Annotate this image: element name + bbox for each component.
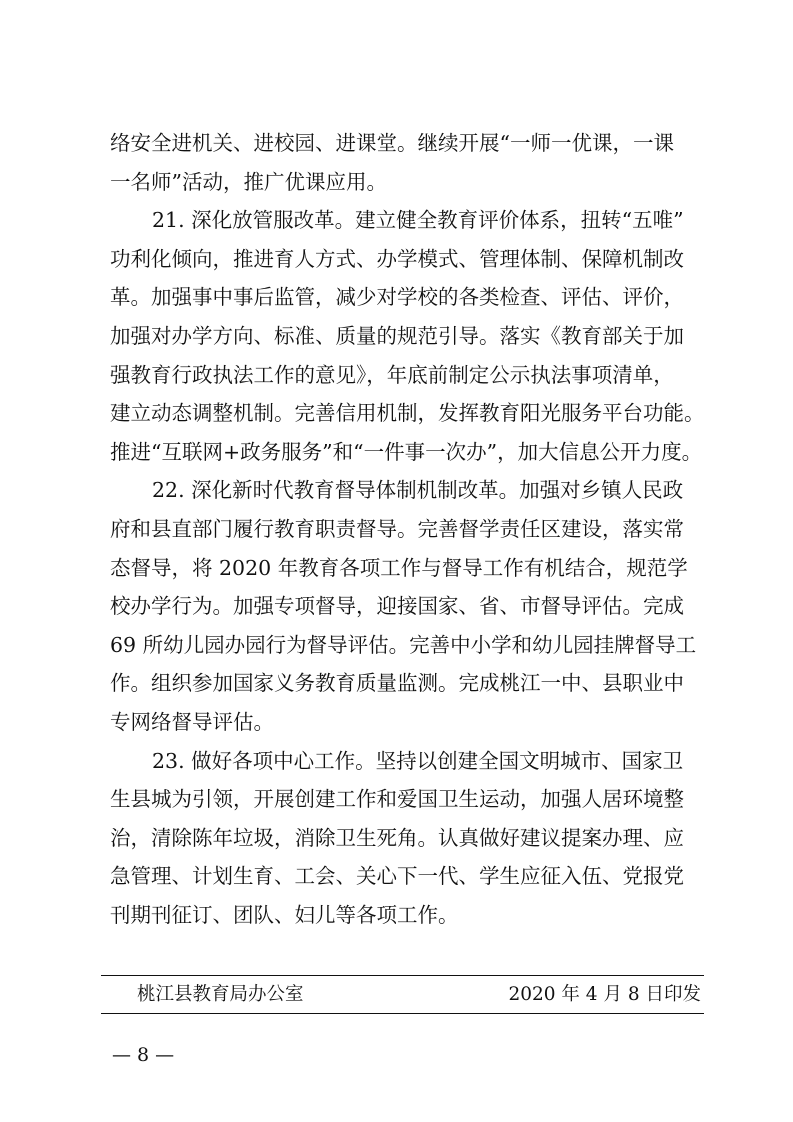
body-text <box>110 124 706 934</box>
text-line: 络安全进机关、进校园、进课堂。继续开展“一师一优课，一课 <box>110 131 674 155</box>
text-line: 强教育行政执法工作的意见》，年底前制定公示执法事项清单， <box>110 362 674 387</box>
text-line: 22. 深化新时代教育督导体制机制改革。加强对乡镇人民政 <box>152 478 684 503</box>
paragraph-item-22 <box>110 471 706 741</box>
text-line: 治，清除陈年垃圾，消除卫生死角。认真做好建议提案办理、应 <box>110 825 684 850</box>
text-line: 加强对办学方向、标准、质量的规范引导。落实《教育部关于加 <box>110 323 684 348</box>
issue-date: 2020 年 4 月 8 日印发 <box>508 984 701 1005</box>
text-line: 急管理、计划生育、工会、关心下一代、学生应征入伍、党报党 <box>110 864 684 889</box>
paragraph-item-23 <box>110 742 706 935</box>
paragraph-continued <box>110 124 706 201</box>
text-line: 革。加强事中事后监管，减少对学校的各类检查、评估、评价， <box>110 285 684 310</box>
text-line: 建立动态调整机制。完善信用机制，发挥教育阳光服务平台功能。 <box>110 401 705 426</box>
text-line: 府和县直部门履行教育职责督导。完善督学责任区建设，落实常 <box>110 516 684 541</box>
text-line: 刊期刊征订、团队、妇儿等各项工作。 <box>110 902 459 927</box>
text-line: 23. 做好各项中心工作。坚持以创建全国文明城市、国家卫 <box>152 748 684 773</box>
page-number: — 8 — <box>112 1044 175 1066</box>
text-line: 生县城为引领，开展创建工作和爱国卫生运动，加强人居环境整 <box>110 787 684 812</box>
text-line: 作。组织参加国家义务教育质量监测。完成桃江一中、县职业中 <box>110 671 684 696</box>
footer-divider-top <box>101 975 704 976</box>
text-line: 推进“互联网+政务服务”和“一件事一次办”，加大信息公开力度。 <box>110 439 703 464</box>
text-line: 一名师”活动，推广优课应用。 <box>110 169 387 194</box>
text-line: 21. 深化放管服改革。建立健全教育评价体系，扭转“五唯” <box>152 208 684 233</box>
text-line: 69 所幼儿园办园行为督导评估。完善中小学和幼儿园挂牌督导工 <box>110 632 697 657</box>
text-line: 校办学行为。加强专项督导，迎接国家、省、市督导评估。完成 <box>110 594 684 619</box>
paragraph-item-21 <box>110 201 706 471</box>
footer-divider-bottom <box>101 1013 704 1014</box>
issuing-office: 桃江县教育局办公室 <box>137 984 304 1005</box>
text-line: 功利化倾向，推进育人方式、办学模式、管理体制、保障机制改 <box>110 246 684 271</box>
text-line: 专网络督导评估。 <box>110 709 274 734</box>
text-line: 态督导，将 2020 年教育各项工作与督导工作有机结合，规范学 <box>110 555 688 580</box>
